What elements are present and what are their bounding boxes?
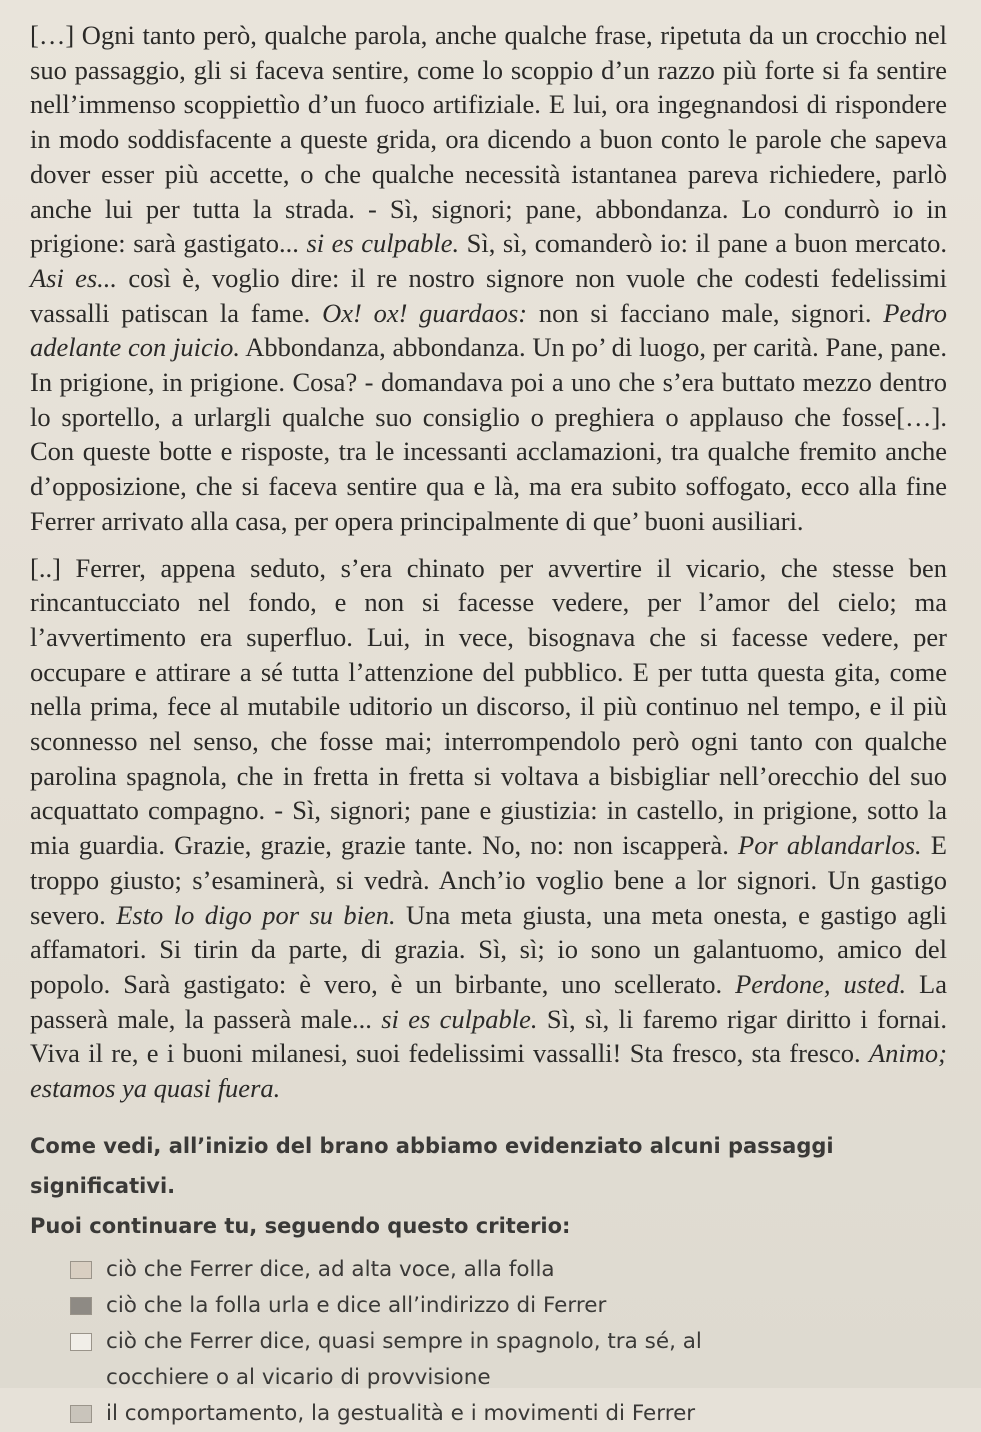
- passage-text: La passerà male, la passerà male...: [30, 968, 947, 1034]
- spanish-phrase: Esto lo digo por su bien.: [116, 899, 396, 930]
- passage-text: […] Ogni tanto però, qualche parola, anche qualche frase, ripetuta da un crocchio nel suo passaggio, gli si faceva sentire, come lo scoppio d’un razzo più forte si fa sentire nell’immenso scoppiettìo d’un fuoco artifiziale. E lui, ora ingegnandosi di rispondere in modo soddisfacente a queste grida, ora dicendo a buon conto le parole che sapeva dover esser più accette, o che qualche necessità istantanea pareva richiedere, parlò anche lui per tutta la strada. - Sì, signori; pane, abbondanza. Lo condurrò io in prigione: sarà gastigato...: [30, 20, 947, 259]
- passage-text: E troppo giusto; s’esaminerà, si vedrà. Anch’io voglio bene a lor signori. Un gastigo severo.: [30, 830, 947, 930]
- passage-text: non si facciano male, signori.: [527, 297, 884, 328]
- spanish-phrase: Asi es...: [30, 262, 118, 293]
- spanish-phrase: Animo; estamos ya quasi fuera.: [30, 1038, 947, 1104]
- criteria-label: ciò che Ferrer dice, quasi sempre in spagnolo, tra sé, al cocchiere o al vicario di provvisione: [106, 1328, 702, 1390]
- criteria-legend: [30, 1252, 947, 1432]
- passage-text: Sì, sì, comanderò io: il pane a buon mercato.: [459, 228, 948, 259]
- criteria-label: ciò che la folla urla e dice all’indirizzo di Ferrer: [106, 1292, 607, 1318]
- passage-text: [..] Ferrer, appena seduto, s’era chinato per avvertire il vicario, che stesse ben rincantucciato nel fondo, e non si facesse vedere, per l’amor del cielo; ma l’avvertimento era superfluo. Lui, in vece, bisognava che si facesse vedere, per occupare e attirare a sé tutta l’attenzione del pubblico. E per tutta questa gita, come nella prima, fece al mutabile uditorio un discorso, il più continuo nel tempo, e il più sconnesso nel senso, che fosse mai; interrompendolo però ogni tanto con qualche parolina spagnola, che in fretta in fretta si voltava a bisbigliar nell’orecchio del suo acquattato compagno. - Sì, signori; pane e giustizia: in castello, in prigione, sotto la mia guardia. Grazie, grazie, grazie tante. No, no: non iscapperà.: [30, 552, 947, 861]
- spanish-phrase: si es culpable.: [381, 1003, 538, 1034]
- passage-paragraph-1: [30, 18, 947, 539]
- passage-text: Sì, sì, li faremo rigar diritto i fornai. Viva il re, e i buoni milanesi, suoi fedelissimi vassalli! Sta fresco, sta fresco.: [30, 1003, 947, 1069]
- criteria-item: [70, 1324, 947, 1396]
- passage-text: così è, voglio dire: il re nostro signore non vuole che codesti fedelissimi vassalli patiscan la fame.: [30, 262, 947, 328]
- criteria-label: il comportamento, la gestualità e i movimenti di Ferrer: [106, 1400, 696, 1426]
- criteria-label: ciò che Ferrer dice, ad alta voce, alla folla: [106, 1256, 555, 1282]
- passage-text: Abbondanza, abbondanza. Un po’ di luogo, per carità. Pane, pane. In prigione, in prigione. Cosa? - domandava poi a uno che s’era buttato mezzo dentro lo sportello, a urlargli qualche suo consiglio o preghiera o applauso che fosse[…]. Con queste botte e risposte, tra le incessanti acclamazioni, tra qualche fremito anche d’opposizione, che si faceva sentire qua e là, ma era subito soffogato, ecco alla fine Ferrer arrivato alla casa, per opera principalmente di que’ buoni ausiliari.: [30, 332, 947, 536]
- exercise-prompt-line-2: Puoi continuare tu, seguendo questo criterio:: [30, 1213, 571, 1238]
- passage-text: Una meta giusta, una meta onesta, e gastigo agli affamatori. Si tirin da parte, di grazia. Sì, sì; io sono un galantuomo, amico del popolo. Sarà gastigato: è vero, è un birbante, uno scellerato.: [30, 899, 947, 999]
- passage-paragraph-2: [30, 551, 947, 1106]
- spanish-phrase: Pedro adelante con juicio.: [30, 297, 948, 363]
- spanish-phrase: Perdone, usted.: [735, 968, 907, 999]
- exercise-prompt-line-1: Come vedi, all’inizio del brano abbiamo evidenziato alcuni passaggi significativi.: [30, 1133, 834, 1198]
- color-swatch-icon: [70, 1297, 92, 1315]
- criteria-item: [70, 1396, 947, 1432]
- spanish-phrase: Ox! ox! guardaos:: [322, 297, 528, 328]
- exercise-section: [30, 1126, 947, 1432]
- spanish-phrase: Por ablandarlos.: [738, 830, 922, 861]
- criteria-item: [70, 1288, 947, 1324]
- color-swatch-icon: [70, 1405, 92, 1423]
- color-swatch-icon: [70, 1333, 92, 1351]
- criteria-item: [70, 1252, 947, 1288]
- spanish-phrase: si es culpable.: [306, 228, 460, 259]
- literary-passage: [30, 18, 947, 1106]
- color-swatch-icon: [70, 1261, 92, 1279]
